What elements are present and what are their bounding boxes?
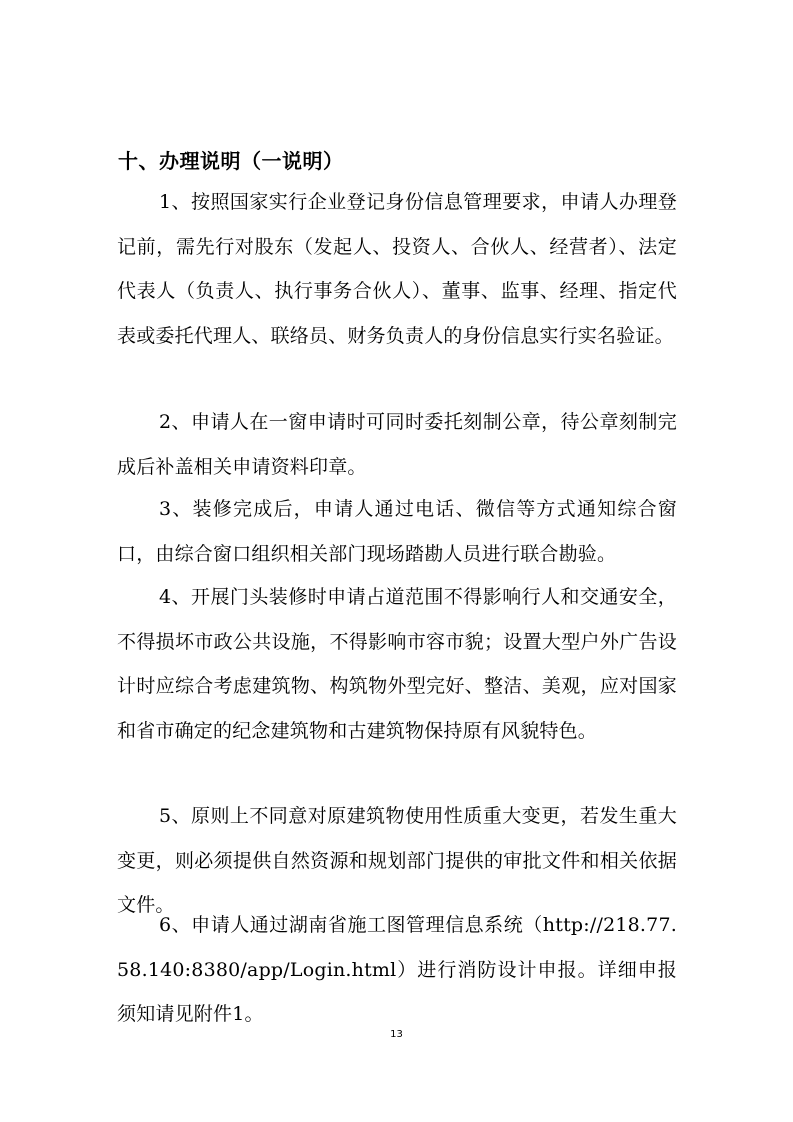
- paragraph-5: 5、原则上不同意对原建筑物使用性质重大变更，若发生重大变更，则必须提供自然资源和规划部门提供的审批文件和相关依据文件。: [117, 805, 677, 916]
- page-number: 13: [390, 1029, 403, 1040]
- paragraph-6: 6、申请人通过湖南省施工图管理信息系统（http://218.77.58.140:8380/app/Login.html）进行消防设计申报。详细申报须知请见附件1。: [117, 914, 677, 1025]
- paragraph-3: 3、装修完成后，申请人通过电话、微信等方式通知综合窗口，由综合窗口组织相关部门现场踏勘人员进行联合勘验。: [117, 498, 677, 565]
- paragraph-4: 4、开展门头装修时申请占道范围不得影响行人和交通安全，不得损坏市政公共设施，不得影响市容市貌；设置大型户外广告设计时应综合考虑建筑物、构筑物外型完好、整洁、美观，应对国家和省市确定的纪念建筑物和古建筑物保持原有风貌特色。: [117, 586, 677, 742]
- paragraph-1: 1、按照国家实行企业登记身份信息管理要求，申请人办理登记前，需先行对股东（发起人、投资人、合伙人、经营者）、法定代表人（负责人、执行事务合伙人）、董事、监事、经理、指定代表或委托代理人、联络员、财务负责人的身份信息实行实名验证。: [117, 191, 677, 347]
- section-heading: 十、办理说明（一说明）: [118, 149, 344, 173]
- paragraph-2: 2、申请人在一窗申请时可同时委托刻制公章，待公章刻制完成后补盖相关申请资料印章。: [117, 411, 677, 478]
